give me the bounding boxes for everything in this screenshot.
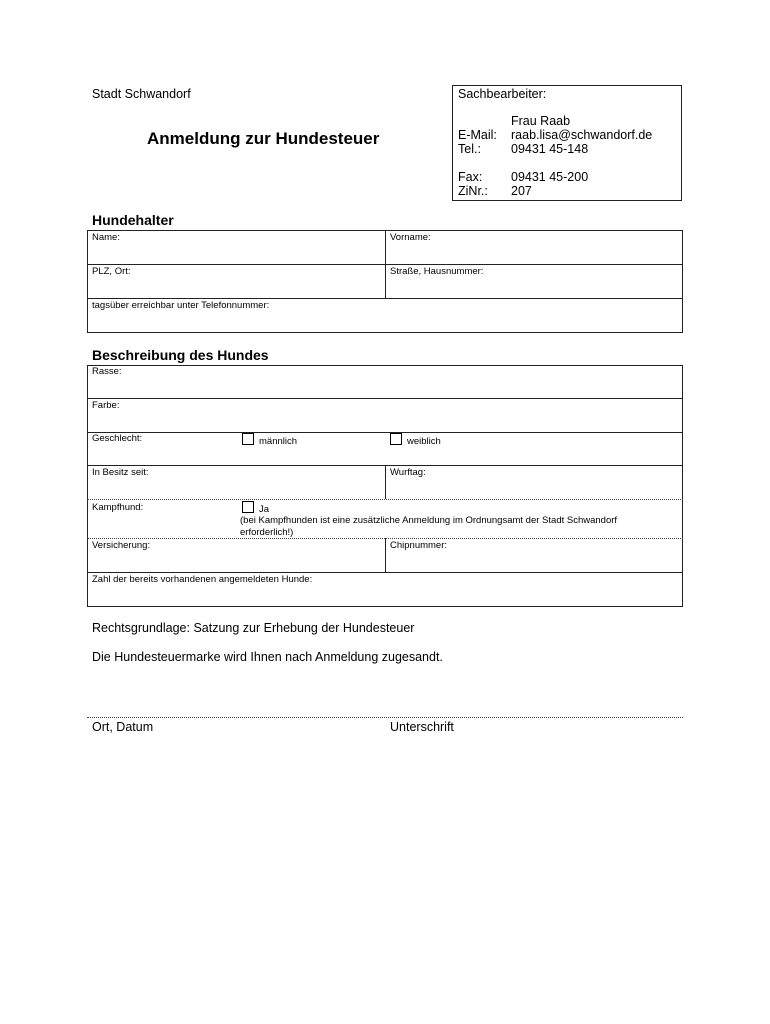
contact-box (452, 85, 682, 201)
female-checkbox[interactable] (390, 433, 402, 445)
male-checkbox[interactable] (242, 433, 254, 445)
street-field-label[interactable]: Straße, Hausnummer: (390, 266, 484, 277)
dog-row-divider (87, 572, 683, 573)
contact-name: Frau Raab (511, 114, 571, 128)
fighting-dog-field-label: Kampfhund: (92, 502, 144, 513)
place-date-label: Ort, Datum (92, 720, 154, 734)
email-label: E-Mail: (458, 128, 497, 142)
room-value: 207 (511, 184, 532, 198)
dog-row-divider (87, 499, 683, 500)
firstname-field-label[interactable]: Vorname: (390, 232, 431, 243)
zip-city-field-label[interactable]: PLZ, Ort: (92, 266, 131, 277)
dog-row-divider (87, 398, 683, 399)
dog-col-divider (385, 465, 386, 499)
email-value[interactable]: raab.lisa@schwandorf.de (511, 128, 653, 142)
dog-col-divider (385, 538, 386, 572)
tel-value: 09431 45-148 (511, 142, 589, 156)
signature-line (87, 717, 683, 718)
fax-label: Fax: (458, 170, 483, 184)
phone-field-label[interactable]: tagsüber erreichbar unter Telefonnummer: (92, 300, 270, 311)
owned-since-field-label[interactable]: In Besitz seit: (92, 467, 149, 478)
form-title: Anmeldung zur Hundesteuer (147, 129, 380, 148)
male-checkbox-label: männlich (259, 436, 298, 447)
dog-row-divider (87, 432, 683, 433)
name-field-label[interactable]: Name: (92, 232, 120, 243)
tel-label: Tel.: (458, 142, 481, 156)
color-field-label[interactable]: Farbe: (92, 400, 120, 411)
city-name: Stadt Schwandorf (92, 87, 191, 101)
fax-value: 09431 45-200 (511, 170, 589, 184)
owner-heading: Hundehalter (92, 212, 174, 228)
fighting-dog-note: (bei Kampfhunden ist eine zusätzliche Anmeldung im Ordnungsamt der Stadt Schwandorf erforderlich!) (240, 515, 618, 538)
insurance-field-label[interactable]: Versicherung: (92, 540, 151, 551)
owner-col-divider (385, 230, 386, 298)
female-checkbox-label: weiblich (407, 436, 441, 447)
breed-field-label[interactable]: Rasse: (92, 366, 122, 377)
room-label: ZiNr.: (458, 184, 488, 198)
fighting-dog-yes-label: Ja (259, 504, 270, 515)
birthday-field-label[interactable]: Wurftag: (390, 467, 426, 478)
fighting-dog-checkbox[interactable] (242, 501, 254, 513)
existing-dogs-field-label[interactable]: Zahl der bereits vorhandenen angemeldeten Hunde: (92, 574, 313, 585)
signature-label: Unterschrift (390, 720, 454, 734)
owner-row-divider (87, 298, 683, 299)
sex-field-label: Geschlecht: (92, 433, 143, 444)
dog-heading: Beschreibung des Hundes (92, 347, 269, 363)
legal-basis-text: Rechtsgrundlage: Satzung zur Erhebung der Hundesteuer (92, 621, 415, 635)
chip-field-label[interactable]: Chipnummer: (390, 540, 448, 551)
contact-heading: Sachbearbeiter: (458, 87, 547, 101)
notice-text: Die Hundesteuermarke wird Ihnen nach Anmeldung zugesandt. (92, 650, 443, 664)
